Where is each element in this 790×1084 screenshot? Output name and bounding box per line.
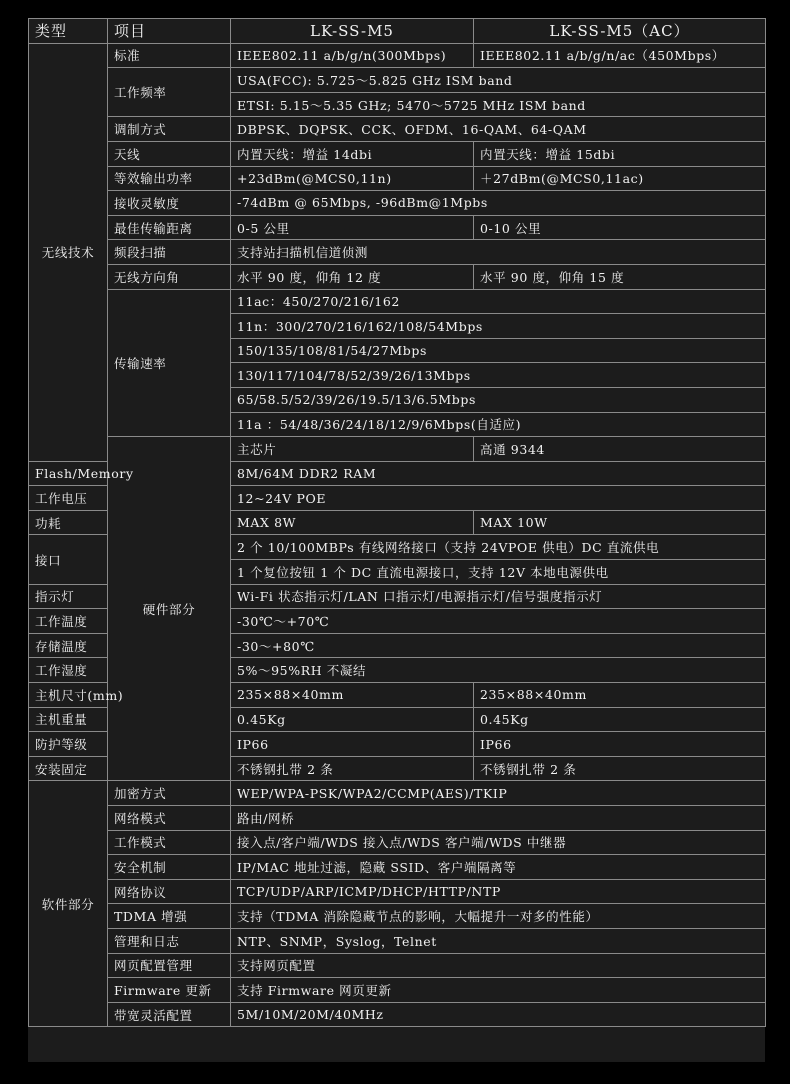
value: 支持（TDMA 消除隐藏节点的影响，大幅提升一对多的性能） [231, 904, 766, 929]
value: ETSI: 5.15～5.35 GHz; 5470～5725 MHz ISM band [231, 92, 766, 117]
category-wireless: 无线技术 [29, 43, 108, 461]
table-row [29, 879, 766, 904]
value: WEP/WPA-PSK/WPA2/CCMP(AES)/TKIP [231, 781, 766, 806]
value-b: 不锈钢扎带 2 条 [474, 756, 766, 781]
value: IP/MAC 地址过滤，隐藏 SSID、客户端隔离等 [231, 855, 766, 880]
spec-table [28, 18, 766, 1027]
item-label: 工作频率 [108, 68, 231, 117]
item-label: 接口 [29, 535, 108, 584]
value: 8M/64M DDR2 RAM [231, 461, 766, 486]
item-label: 功耗 [29, 510, 108, 535]
value: 2 个 10/100MBPs 有线网络接口（支持 24VPOE 供电）DC 直流供电 [231, 535, 766, 560]
table-row [29, 437, 766, 462]
table-row [29, 289, 766, 314]
value-a: 不锈钢扎带 2 条 [231, 756, 474, 781]
value-b: MAX 10W [474, 510, 766, 535]
item-label: 天线 [108, 141, 231, 166]
table-row [29, 781, 766, 806]
table-row [29, 240, 766, 265]
rate-line: 65/58.5/52/39/26/19.5/13/6.5Mbps [231, 387, 766, 412]
table-row [29, 1002, 766, 1027]
value: -74dBm @ 65Mbps, -96dBm@1Mpbs [231, 191, 766, 216]
item-label: 主芯片 [231, 437, 474, 462]
item-label: 工作温度 [29, 609, 108, 634]
value-a: 0-5 公里 [231, 215, 474, 240]
value-b: 0.45Kg [474, 707, 766, 732]
item-label: 无线方向角 [108, 264, 231, 289]
table-row [29, 855, 766, 880]
table-row [29, 141, 766, 166]
item-label: 工作模式 [108, 830, 231, 855]
rate-line: 11ac：450/270/216/162 [231, 289, 766, 314]
table-row [29, 830, 766, 855]
value-a: 内置天线：增益 14dbi [231, 141, 474, 166]
value: Wi-Fi 状态指示灯/LAN 口指示灯/电源指示灯/信号强度指示灯 [231, 584, 766, 609]
value-a: 0.45Kg [231, 707, 474, 732]
value: -30℃～+70℃ [231, 609, 766, 634]
item-label: 调制方式 [108, 117, 231, 142]
item-label: 传输速率 [108, 289, 231, 437]
value-a: 235×88×40mm [231, 683, 474, 708]
table-row [29, 928, 766, 953]
value: NTP、SNMP，Syslog，Telnet [231, 928, 766, 953]
spec-sheet [28, 18, 765, 1062]
table-row [29, 264, 766, 289]
item-label: 最佳传输距离 [108, 215, 231, 240]
value: 支持网页配置 [231, 953, 766, 978]
value: USA(FCC): 5.725～5.825 GHz ISM band [231, 68, 766, 93]
value: DBPSK、DQPSK、CCK、OFDM、16-QAM、64-QAM [231, 117, 766, 142]
rate-line: 11n：300/270/216/162/108/54Mbps [231, 314, 766, 339]
item-label: 频段扫描 [108, 240, 231, 265]
item-label: 工作湿度 [29, 658, 108, 683]
value: TCP/UDP/ARP/ICMP/DHCP/HTTP/NTP [231, 879, 766, 904]
value: 高通 9344 [474, 437, 766, 462]
table-row [29, 978, 766, 1003]
table-row [29, 191, 766, 216]
item-label: Firmware 更新 [108, 978, 231, 1003]
table-row [29, 953, 766, 978]
value-a: MAX 8W [231, 510, 474, 535]
value-a: 水平 90 度，仰角 12 度 [231, 264, 474, 289]
value-a: IEEE802.11 a/b/g/n(300Mbps) [231, 43, 474, 68]
value: -30～+80℃ [231, 633, 766, 658]
item-label: 存储温度 [29, 633, 108, 658]
category-hardware: 硬件部分 [108, 437, 231, 781]
category-software: 软件部分 [29, 781, 108, 1027]
header-model-a: LK-SS-M5 [231, 19, 474, 44]
item-label: 安全机制 [108, 855, 231, 880]
table-row [29, 806, 766, 831]
value-b: 水平 90 度，仰角 15 度 [474, 264, 766, 289]
item-label: 接收灵敏度 [108, 191, 231, 216]
value-b: 0-10 公里 [474, 215, 766, 240]
value-b: ＋27dBm(@MCS0,11ac) [474, 166, 766, 191]
rate-line: 11a ：54/48/36/24/18/12/9/6Mbps(自适应) [231, 412, 766, 437]
table-row [29, 117, 766, 142]
item-label: TDMA 增强 [108, 904, 231, 929]
header-row [29, 19, 766, 44]
item-label: Flash/Memory [29, 461, 108, 486]
header-item: 项目 [108, 19, 231, 44]
value-b: 内置天线：增益 15dbi [474, 141, 766, 166]
item-label: 网络模式 [108, 806, 231, 831]
value: 12~24V POE [231, 486, 766, 511]
item-label: 工作电压 [29, 486, 108, 511]
item-label: 网络协议 [108, 879, 231, 904]
item-label: 加密方式 [108, 781, 231, 806]
value: 5M/10M/20M/40MHz [231, 1002, 766, 1027]
item-label: 安装固定 [29, 756, 108, 781]
rate-line: 150/135/108/81/54/27Mbps [231, 338, 766, 363]
rate-line: 130/117/104/78/52/39/26/13Mbps [231, 363, 766, 388]
item-label: 主机尺寸(mm) [29, 683, 108, 708]
value: 支持站扫描机信道侦测 [231, 240, 766, 265]
table-row [29, 904, 766, 929]
value-a: IP66 [231, 732, 474, 757]
item-label: 指示灯 [29, 584, 108, 609]
item-label: 管理和日志 [108, 928, 231, 953]
item-label: 防护等级 [29, 732, 108, 757]
value: 支持 Firmware 网页更新 [231, 978, 766, 1003]
table-row [29, 166, 766, 191]
item-label: 等效输出功率 [108, 166, 231, 191]
value-b: IEEE802.11 a/b/g/n/ac（450Mbps） [474, 43, 766, 68]
value: 路由/网桥 [231, 806, 766, 831]
value-b: IP66 [474, 732, 766, 757]
item-label: 网页配置管理 [108, 953, 231, 978]
header-category: 类型 [29, 19, 108, 44]
table-row [29, 43, 766, 68]
value-b: 235×88×40mm [474, 683, 766, 708]
value: 1 个复位按钮 1 个 DC 直流电源接口，支持 12V 本地电源供电 [231, 560, 766, 585]
value: 接入点/客户端/WDS 接入点/WDS 客户端/WDS 中继器 [231, 830, 766, 855]
item-label: 主机重量 [29, 707, 108, 732]
table-row [29, 68, 766, 93]
value: 5%～95%RH 不凝结 [231, 658, 766, 683]
item-label: 标准 [108, 43, 231, 68]
header-model-b: LK-SS-M5（AC） [474, 19, 766, 44]
item-label: 带宽灵活配置 [108, 1002, 231, 1027]
table-row [29, 215, 766, 240]
value-a: +23dBm(@MCS0,11n) [231, 166, 474, 191]
